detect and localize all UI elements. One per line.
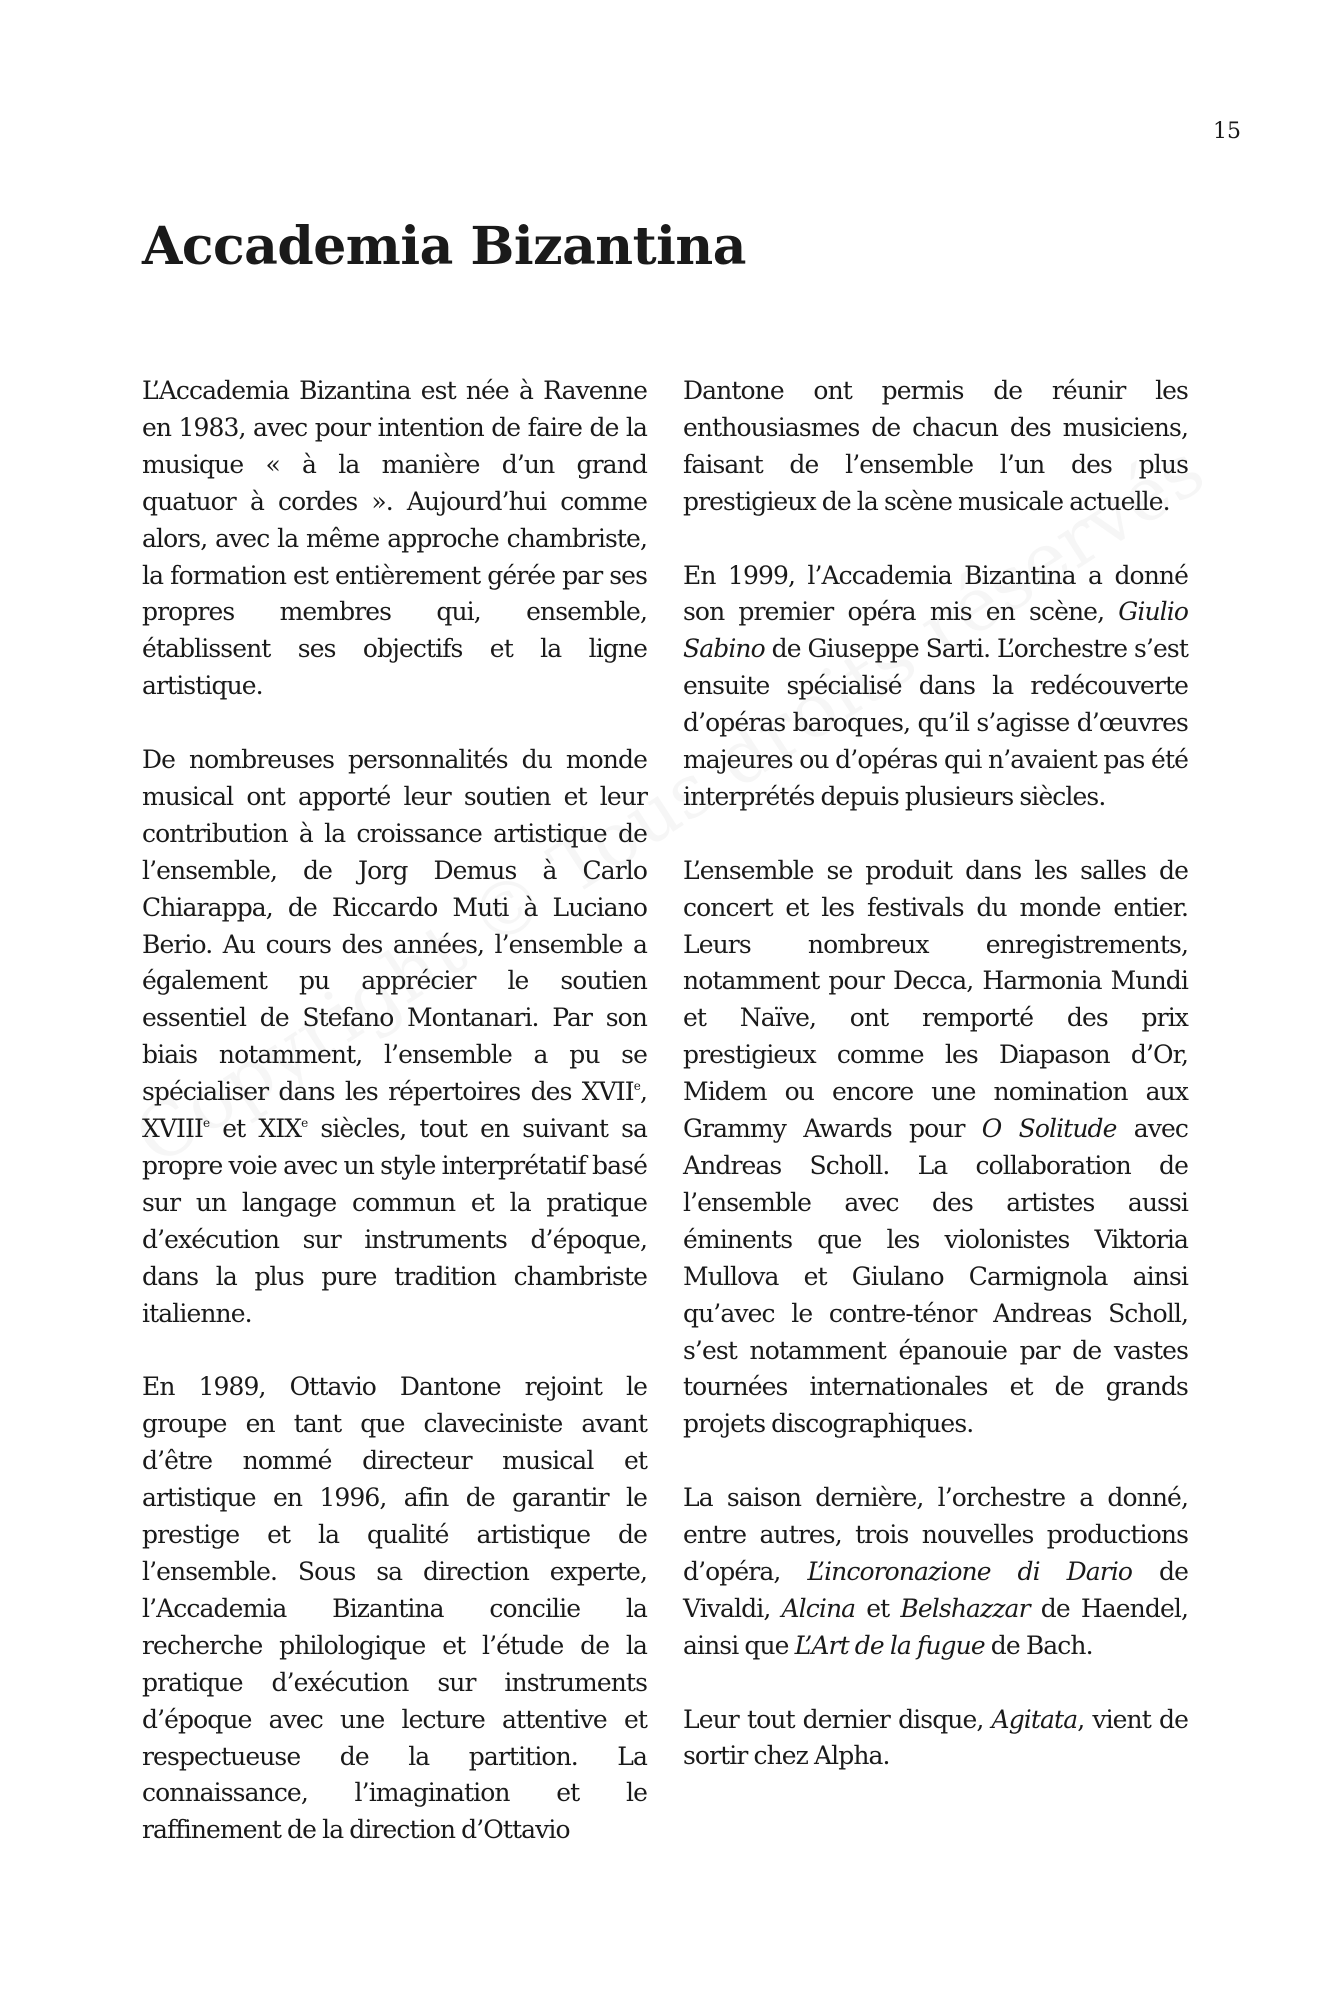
text-segment: , XVIII — [142, 1077, 647, 1144]
paragraph-founding: L’Accademia Bizantina est née à Ravenne en 1983, avec pour intention de faire de la musique « à la manière d’un grand quatuor à cordes ». Aujourd’hui comme alors, avec la même approche chambriste, la formation est entièrement gérée par ses propres membres qui, ensemble, établissent ses objectifs et la ligne artistique. — [142, 376, 647, 701]
work-title: O Solitude — [981, 1114, 1117, 1144]
superscript: e — [301, 1116, 308, 1131]
superscript: e — [202, 1116, 210, 1131]
text-segment: siècles, tout en suivant sa propre voie avec un style interprétatif basé sur un langage commun et la pratique d’exécution sur instruments d’époque, dans la plus pure tradition chambriste italienne. — [142, 1114, 647, 1328]
paragraph-recordings — [683, 853, 1188, 1444]
paragraph-last-season — [683, 1480, 1188, 1665]
text-segment: de Vivaldi, — [683, 1556, 1188, 1623]
album-title: Agitata — [991, 1704, 1078, 1734]
superscript: e — [633, 1079, 640, 1094]
text-segment: de Giuseppe Sarti. L’orchestre s’est ensuite spécialisé dans la redécouverte d’opéras baroques, qu’il s’agisse d’œuvres majeures ou d’opéras qui n’avaient pas été interprétés depuis plusieurs siècles. — [683, 634, 1188, 811]
text-segment: et — [855, 1593, 901, 1623]
text-segment: de Haendel, ainsi que — [683, 1593, 1188, 1660]
text-segment: et XIX — [209, 1114, 302, 1144]
paragraph-first-opera — [683, 558, 1188, 816]
text-segment: De nombreuses personnalités du monde musical ont apporté leur soutien et leur contribution à la croissance artistique de l’ensemble, de Jorg Demus à Carlo Chiarappa, de Riccardo Muti à Luciano Berio. Au cours des années, l’ensemble a également pu apprécier le soutien essentiel de Stefano Montanari. Par son biais notamment, l’ensemble a pu se spécialiser dans les répertoires des XVII — [142, 745, 647, 1107]
work-title: Giulio Sabino — [683, 597, 1188, 664]
work-title: L’Art de la fugue — [794, 1630, 985, 1660]
text-segment: Leur tout dernier disque, — [683, 1704, 992, 1734]
text-segment: L’ensemble se produit dans les salles de concert et les festivals du monde entier. Leurs nombreux enregistrements, notamment pour Decca, Harmonia Mundi et Naïve, ont remporté des prix prestigieux comme les Diapason d’Or, Midem ou encore une nomination aux Grammy Awards pour — [683, 855, 1188, 1144]
paragraph-personalities — [142, 742, 647, 1333]
text-segment: En 1999, l’Accademia Bizantina a donné son premier opéra mis en scène, — [683, 560, 1188, 627]
text-segment: La saison dernière, l’orchestre a donné, entre autres, trois nouvelles productions d’opéra, — [683, 1483, 1188, 1586]
work-title: Alcina — [781, 1593, 856, 1623]
right-column — [683, 373, 1188, 1812]
left-column — [142, 373, 647, 1849]
paragraph-latest-album — [683, 1702, 1188, 1776]
page-number: 15 — [1213, 119, 1241, 144]
paragraph-dantone: En 1989, Ottavio Dantone rejoint le groupe en tant que claveciniste avant d’être nommé directeur musical et artistique en 1996, afin de garantir le prestige et la qualité artistique de l’ensemble. Sous sa direction experte, l’Accademia Bizantina concilie la recherche philologique et l’étude de la pratique d’exécution sur instruments d’époque avec une lecture attentive et respectueuse de la partition. La connaissance, l’imagination et le raffinement de la direction d’Ottavio — [142, 1372, 647, 1845]
text-segment: avec Andreas Scholl. La collaboration de l’ensemble avec des artistes aussi éminents que les violonistes Viktoria Mullova et Giulano Carmignola ainsi qu’avec le contre-ténor Andreas Scholl, s’est notamment épanouie par de vastes tournées internationales et de grands projets discographiques. — [683, 1114, 1188, 1439]
text-segment: de Bach. — [984, 1630, 1093, 1660]
work-title: L’incoronazione di Dario — [807, 1556, 1133, 1586]
page-title: Accademia Bizantina — [142, 216, 746, 277]
work-title: Belshazzar — [900, 1593, 1030, 1623]
paragraph-continuation: Dantone ont permis de réunir les enthousiasmes de chacun des musiciens, faisant de l’ensemble l’un des plus prestigieux de la scène musicale actuelle. — [683, 376, 1188, 516]
text-segment: , vient de sortir chez Alpha. — [683, 1704, 1188, 1771]
